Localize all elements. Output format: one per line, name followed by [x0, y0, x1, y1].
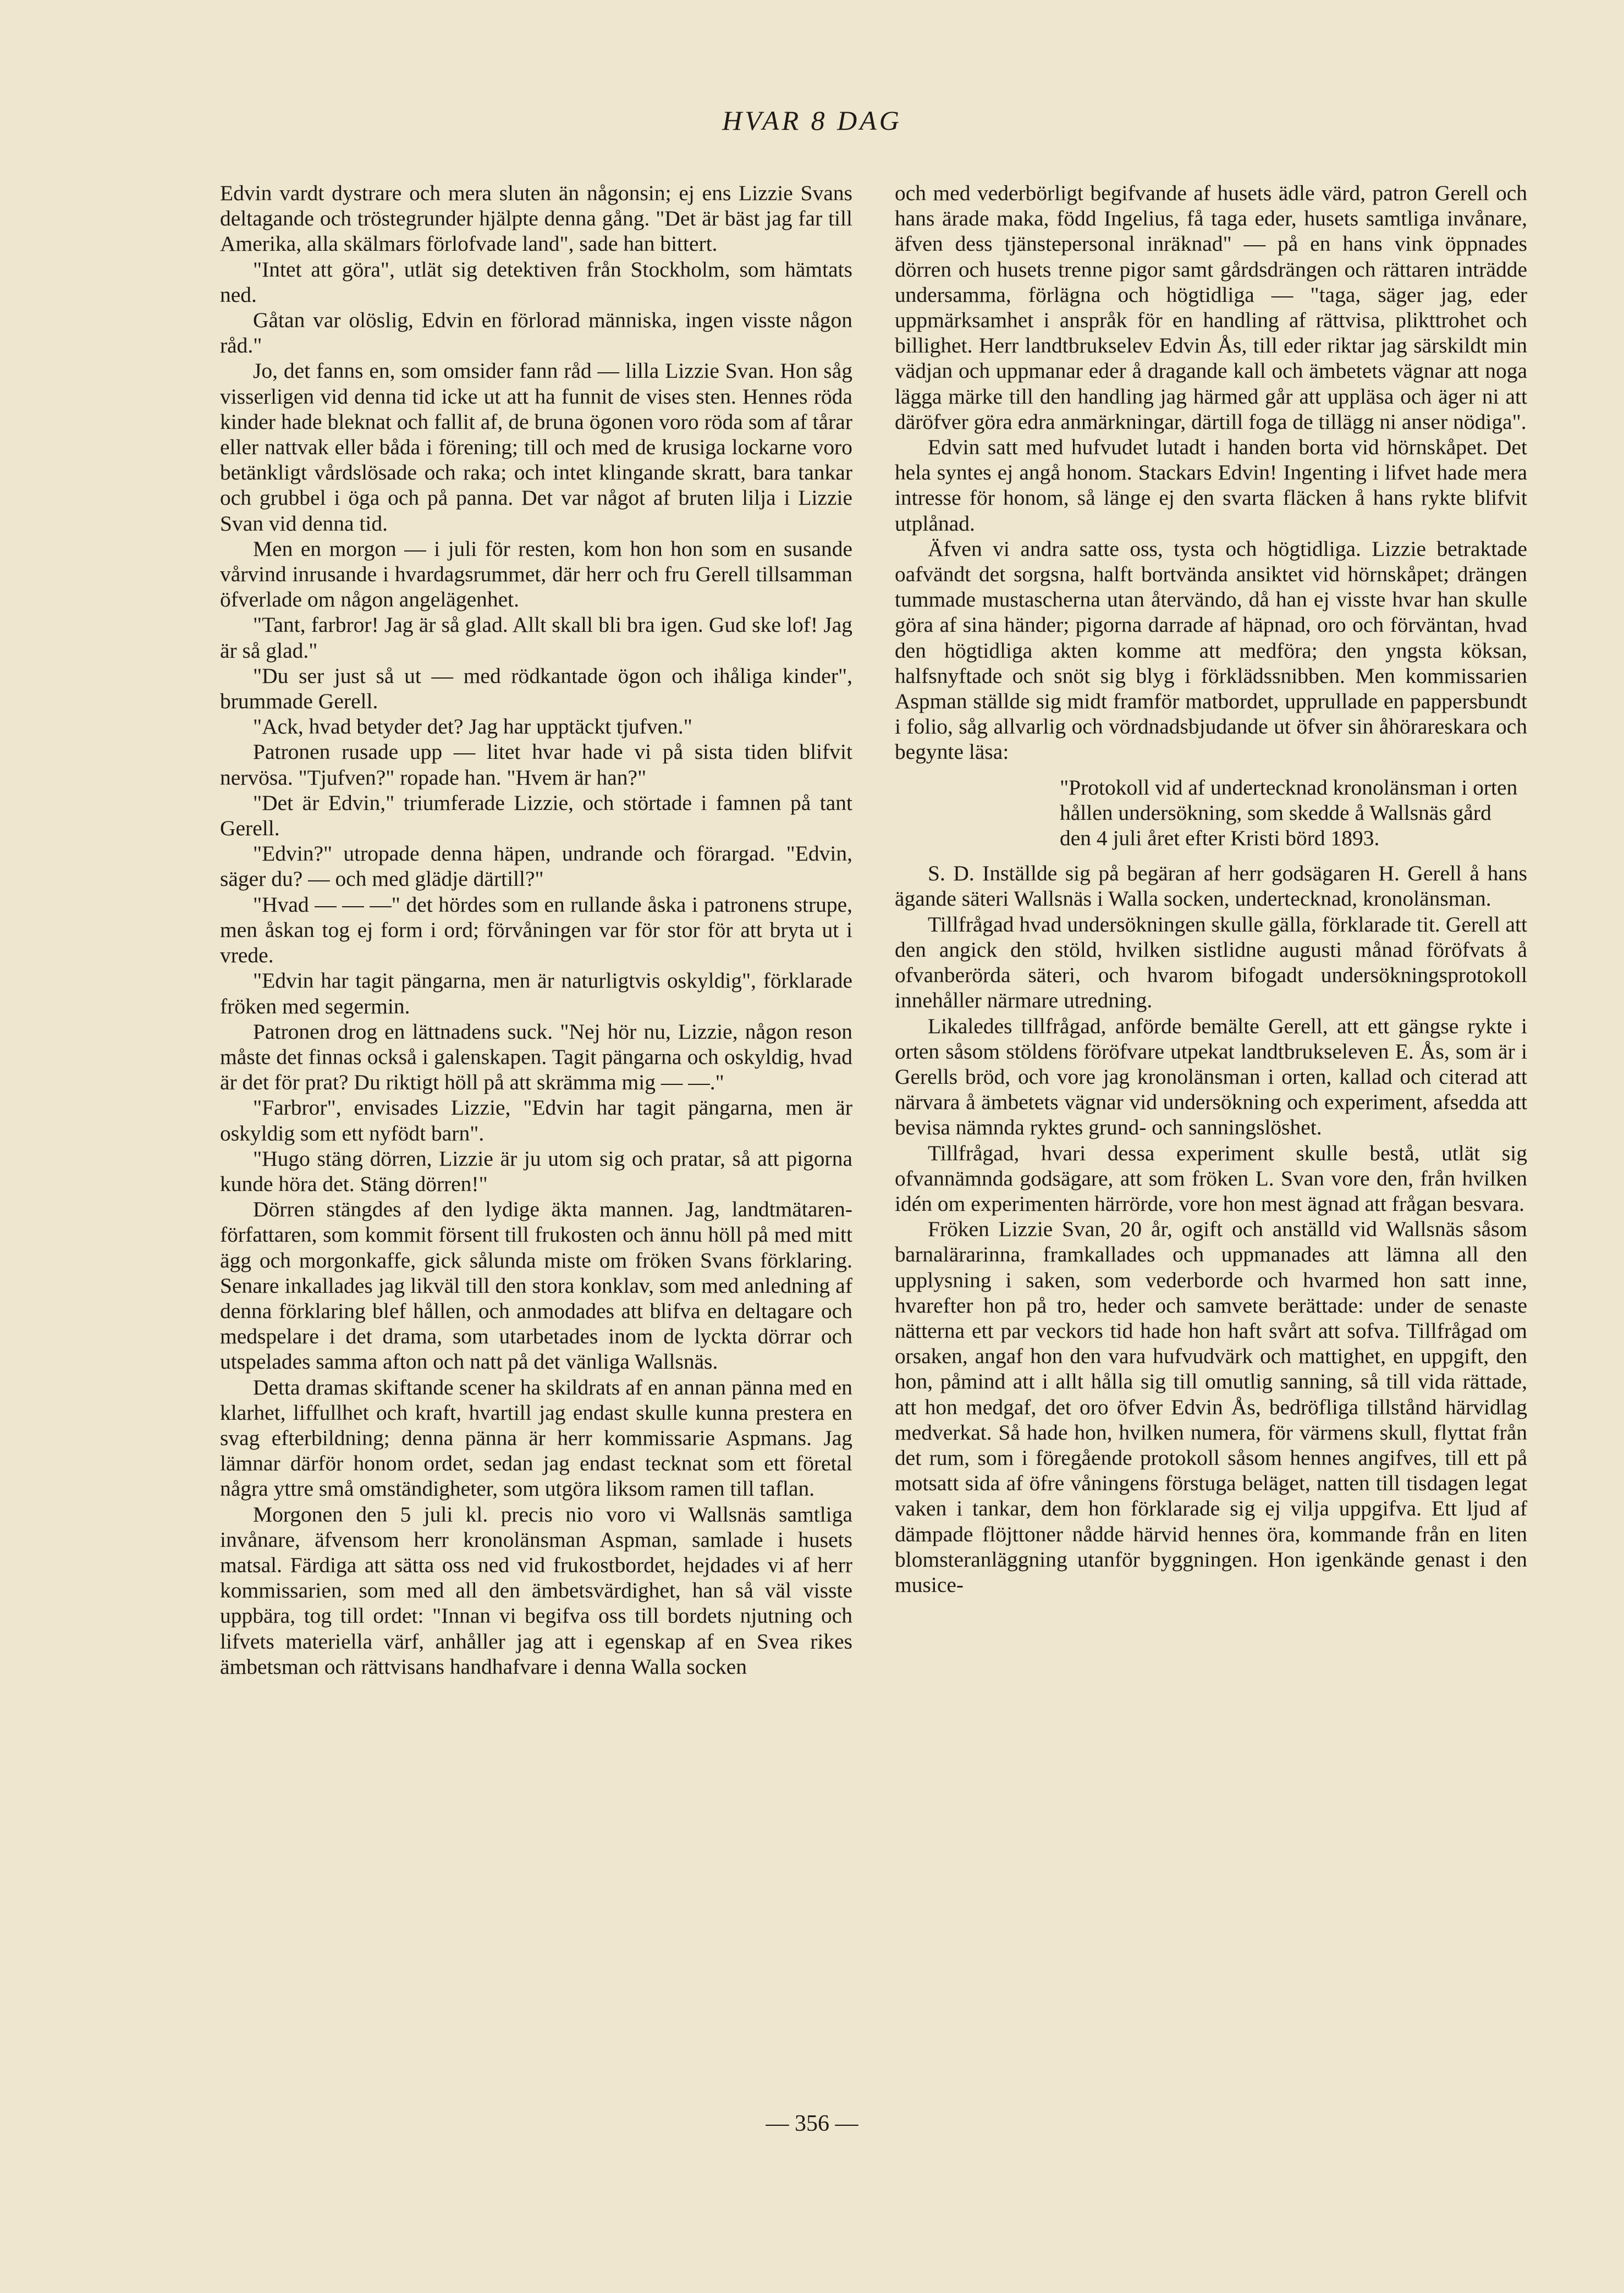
paragraph: Dörren stängdes af den lydige äkta mannen. Jag, landtmätaren-författaren, som kommit försent till frukosten och ännu höll på med mitt ägg och morgonkaffe, gick sålunda miste om fröken Svans förklaring. Senare inkallades jag likväl till den stora konklav, som med anledning af denna förklaring blef hållen, och anmodades att blifva en deltagare och medspelare i det drama, som utarbetades inom de lyckta dörrar och utspelades samma afton och natt på det vänliga Wallsnäs.: [220, 1197, 852, 1374]
paragraph: Patronen rusade upp — litet hvar hade vi på sista tiden blifvit nervösa. "Tjufven?" ropade han. "Hvem är han?": [220, 740, 852, 790]
paragraph: Fröken Lizzie Svan, 20 år, ogift och anställd vid Wallsnäs såsom barnalärarinna, framkallades och uppmanades att lämna all den upplysning i saken, som vederborde och hvarmed hon satt inne, hvarefter hon på tro, heder och samvete berättade: under de senaste nätterna ett par veckors tid hade hon haft svårt att sofva. Tillfrågad om orsaken, angaf hon den vara hufvudvärk och mattighet, en uppgift, den hon, påmind att i allt hålla sig till omutlig sanning, så till vida rättade, att hon medgaf, det oro öfver Edvin Ås, bedröfliga tillstånd härvidlag medverkat. Så hade hon, hvilken numera, för värmens skull, flyttat från det rum, som i föregående protokoll såsom hennes angifves, till ett på motsatt sida af öfre våningens förstuga beläget, natten till tisdagen legat vaken i tankar, dem hon förklarade sig ej vilja uppgifva. Ett ljud af dämpade flöjttoner nådde härvid hennes öra, kommande från en liten blomsteranläggning utanför byggningen. Hon igenkände genast i den musice-: [895, 1217, 1527, 1597]
paragraph: Tillfrågad, hvari dessa experiment skulle bestå, utlät sig ofvannämnda godsägare, att som fröken L. Svan vore den, från hvilken idén om experimenten härrörde, vore hon mest ägnad att frågan besvara.: [895, 1140, 1527, 1216]
paragraph: "Intet att göra", utlät sig detektiven från Stockholm, som hämtats ned.: [220, 257, 852, 307]
paragraph: Äfven vi andra satte oss, tysta och högtidliga. Lizzie betraktade oafvändt det sorgsna, halft bortvända ansiktet vid hörnskåpet; drängen tummade mustascherna utan återvändo, då han ej visste hvar han skulle göra af sina händer; pigorna darrade af häpnad, oro och förväntan, hvad den högtidliga akten komme att medföra; den yngsta köksan, halfsnyftade och snöt sig blyg i förklädssnibben. Men kommissarien Aspman ställde sig midt framför matbordet, upprullade en pappersbundt i folio, såg allvarlig och vördnadsbjudande ut öfver sin åhörareskara och begynte läsa:: [895, 536, 1527, 764]
paragraph: Jo, det fanns en, som omsider fann råd — lilla Lizzie Svan. Hon såg visserligen vid denna tid icke ut att ha funnit de vises sten. Hennes röda kinder hade bleknat och fallit af, de bruna ögonen voro röda som af tårar eller nattvak eller båda i förening; till och med de krusiga lockarne voro betänkligt vårdslösade och raka; och intet klingande skratt, bara tankar och grubbel i öga och på panna. Det var något af bruten lilja i Lizzie Svan vid denna tid.: [220, 359, 852, 536]
paragraph: "Farbror", envisades Lizzie, "Edvin har tagit pängarna, men är oskyldig som ett nyfödt barn".: [220, 1095, 852, 1145]
paragraph: Likaledes tillfrågad, anförde bemälte Gerell, att ett gängse rykte i orten såsom stöldens föröfvare utpekat landtbrukseleven E. Ås, som är i Gerells bröd, och vore jag kronolänsman i orten, kallad och citerad att närvara å ämbetets vägnar vid undersökning och experiment, afsedda att bevisa nämnda ryktes grund- och sanningslöshet.: [895, 1013, 1527, 1140]
running-header: HVAR 8 DAG: [722, 105, 902, 136]
left-column: [220, 180, 852, 1679]
paragraph: Tillfrågad hvad undersökningen skulle gälla, förklarade tit. Gerell att den angick den stöld, hvilken sistlidne augusti månad föröfvats å ofvanberörda säteri, och hvarom bifogadt undersökningsprotokoll innehåller närmare utredning.: [895, 912, 1527, 1013]
paragraph: Edvin satt med hufvudet lutadt i handen borta vid hörnskåpet. Det hela syntes ej angå honom. Stackars Edvin! Ingenting i lifvet hade mera intresse för honom, så länge ej den svarta fläcken å hans rykte blifvit utplånad.: [895, 435, 1527, 536]
paragraph: Morgonen den 5 juli kl. precis nio voro vi Wallsnäs samtliga invånare, äfvensom herr kronolänsman Aspman, samlade i husets matsal. Färdiga att sätta oss ned vid frukostbordet, hejdades vi af herr kommissarien, som med all den ämbetsvärdighet, han så väl visste uppbära, tog till ordet: "Innan vi begifva oss till bordets njutning och lifvets materiella värf, anhåller jag att i egenskap af en Svea rikes ämbetsman och rättvisans handhafvare i denna Walla socken: [220, 1502, 852, 1679]
paragraph: "Hugo stäng dörren, Lizzie är ju utom sig och pratar, så att pigorna kunde höra det. Stäng dörren!": [220, 1146, 852, 1196]
paragraph: S. D. Inställde sig på begäran af herr godsägaren H. Gerell å hans ägande säteri Wallsnäs i Walla socken, undertecknad, kronolänsman.: [895, 861, 1527, 911]
page-number: — 356 —: [766, 2111, 858, 2136]
paragraph: "Tant, farbror! Jag är så glad. Allt skall bli bra igen. Gud ske lof! Jag är så glad.": [220, 613, 852, 663]
paragraph: "Edvin?" utropade denna häpen, undrande och förargad. "Edvin, säger du? — och med glädje därtill?": [220, 841, 852, 891]
paragraph: "Ack, hvad betyder det? Jag har upptäckt tjufven.": [253, 714, 692, 739]
protocol-heading-quote: "Protokoll vid af undertecknad kronolänsman i orten hållen undersökning, som skedde å Wallsnäs gård den 4 juli året efter Kristi börd 1893.: [1060, 775, 1518, 851]
paragraph: och med vederbörligt begifvande af husets ädle värd, patron Gerell och hans ärade maka, född Ingelius, få taga eder, husets samtliga invånare, äfven dess tjänstepersonal inräknad" — på en hans vink öppnades dörren och husets trenne pigor samt gårdsdrängen och rättaren inträdde undersamma, förlägna och högtidliga — "taga, säger jag, eder uppmärksamhet i anspråk för en handling af rättvisa, plikttrohet och billighet. Herr landtbrukselev Edvin Ås, till eder riktar jag särskildt min vädjan och uppmanar eder å dragande kall och ämbetets vägnar att noga lägga märke till den handling jag härmed går att uppläsa och äger ni att däröfver göra edra anmärkningar, därtill foga de tillägg ni anser nödiga".: [895, 181, 1527, 434]
paragraph: Men en morgon — i juli för resten, kom hon hon som en susande vårvind inrusande i hvardagsrummet, där herr och fru Gerell tillsamman öfverlade om någon angelägenhet.: [220, 536, 852, 612]
paragraph: Edvin vardt dystrare och mera sluten än någonsin; ej ens Lizzie Svans deltagande och tröstegrunder hjälpte denna gång. "Det är bäst jag far till Amerika, alla skälmars förlofvade land", sade han bittert.: [220, 181, 852, 256]
paragraph: Patronen drog en lättnadens suck. "Nej hör nu, Lizzie, någon reson måste det finnas också i galenskapen. Tagit pängarna och oskyldig, hvad är det för prat? Du riktigt höll på att skrämma mig — —.": [220, 1019, 852, 1095]
paragraph: "Det är Edvin," triumferade Lizzie, och störtade i famnen på tant Gerell.: [220, 790, 852, 841]
right-column: [895, 180, 1527, 1597]
paragraph: "Du ser just så ut — med rödkantade ögon och ihåliga kinder", brummade Gerell.: [220, 663, 852, 714]
paragraph: "Hvad — — —" det hördes som en rullande åska i patronens strupe, men åskan tog ej form i ord; förvåningen var för stor för att bryta ut i vrede.: [220, 892, 852, 968]
paragraph: Gåtan var olöslig, Edvin en förlorad människa, ingen visste någon råd.": [220, 308, 852, 358]
paragraph: Detta dramas skiftande scener ha skildrats af en annan pänna med en klarhet, liffullhet och kraft, hvartill jag endast skulle kunna prestera en svag efterbildning; denna pänna är herr kommissarie Aspmans. Jag lämnar därför honom ordet, sedan jag endast tecknat som ett företal några yttre små omständigheter, som utgöra liksom ramen till taflan.: [220, 1375, 852, 1501]
paragraph: "Edvin har tagit pängarna, men är naturligtvis oskyldig", förklarade fröken med segermin.: [220, 968, 852, 1018]
